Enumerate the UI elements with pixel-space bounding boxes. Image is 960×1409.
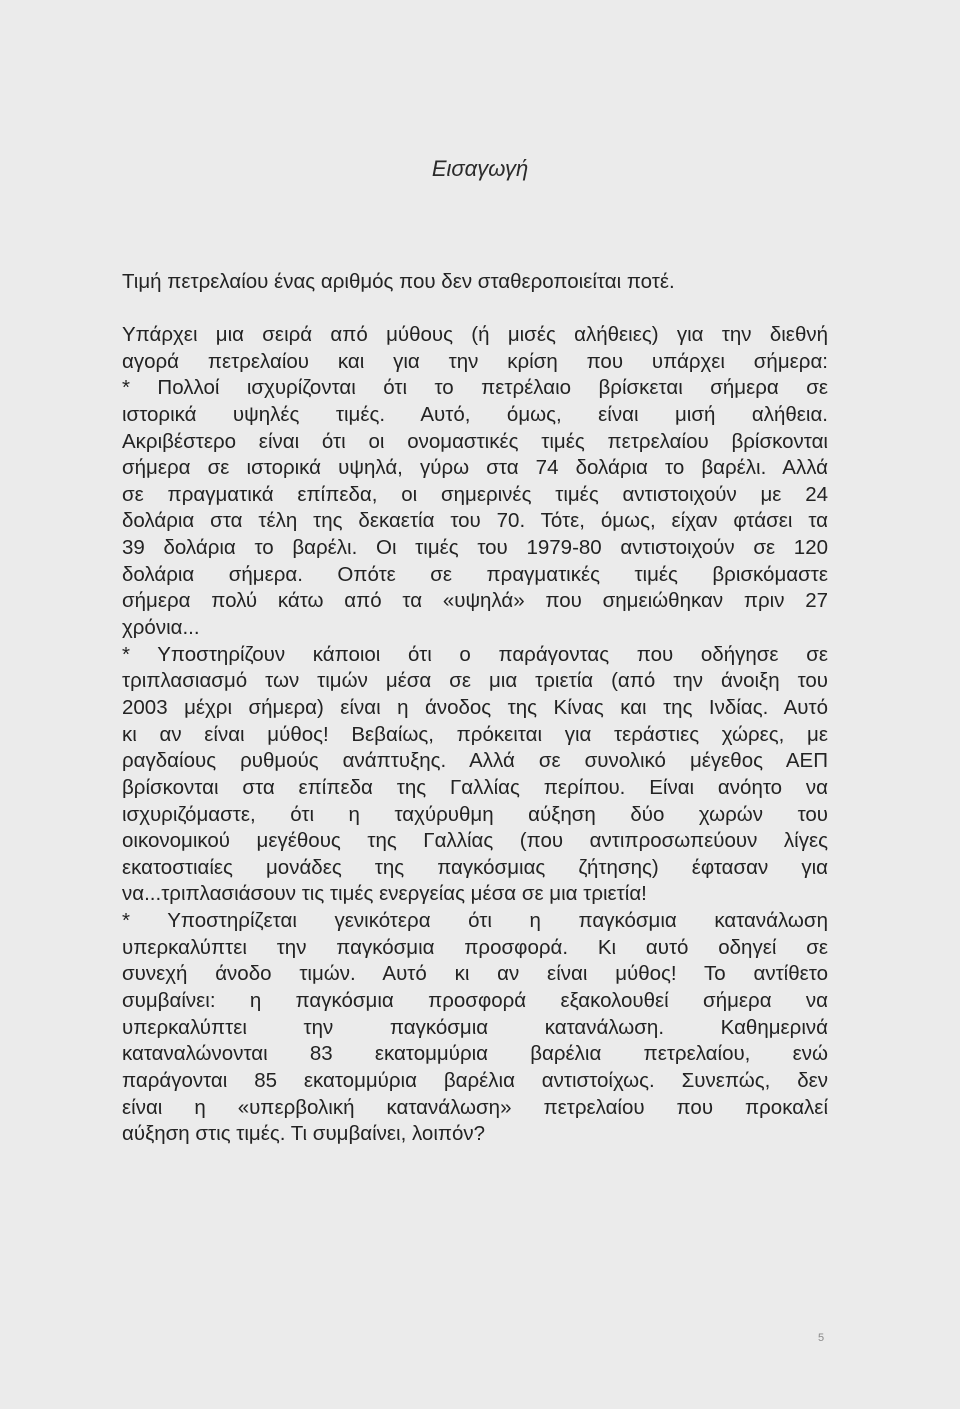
text-line: συνεχή άνοδο τιμών. Αυτό κι αν είναι μύθος! Το αντίθετο [122, 962, 828, 986]
text-line: παράγονται 85 εκατομμύρια βαρέλια αντιστοίχως. Συνεπώς, δεν [122, 1068, 828, 1092]
text-line: οικονομικού μεγέθους της Γαλλίας (που αντιπροσωπεύουν λίγες [122, 829, 828, 853]
text-line: βρίσκονται στα επίπεδα της Γαλλίας περίπου. Είναι ανόητο να [122, 775, 828, 799]
text-line: ραγδαίους ρυθμούς ανάπτυξης. Αλλά σε συνολικό μέγεθος ΑΕΠ [122, 749, 828, 773]
page-number: 5 [818, 1332, 825, 1344]
text-line: ιστορικά υψηλές τιμές. Αυτό, όμως, είναι μισή αλήθεια. [122, 402, 828, 426]
text-line: υπερκαλύπτει την παγκόσμια προσφορά. Κι αυτό οδηγεί σε [122, 935, 828, 959]
text-line: 39 δολάρια το βαρέλι. Οι τιμές του 1979-80 αντιστοιχούν σε 120 [122, 536, 828, 560]
chapter-title: Εισαγωγή [431, 156, 529, 181]
text-line: εκατοστιαίες μονάδες της παγκόσμιας ζήτησης) έφτασαν για [122, 855, 828, 879]
text-line: κι αν είναι μύθος! Βεβαίως, πρόκειται για τεράστιες χώρες, με [122, 722, 828, 746]
body-paragraph [122, 322, 828, 1148]
text-line: Ακριβέστερο είναι ότι οι ονομαστικές τιμές πετρελαίου βρίσκονται [122, 429, 828, 453]
text-line: είναι η «υπερβολική κατανάλωση» πετρελαίου που προκαλεί [122, 1095, 828, 1119]
text-line: αγορά πετρελαίου και για την κρίση που υπάρχει σήμερα: [122, 349, 828, 373]
text-line: συμβαίνει: η παγκόσμια προσφορά εξακολουθεί σήμερα να [122, 989, 828, 1013]
text-line: σήμερα σε ιστορικά υψηλά, γύρω στα 74 δολάρια το βαρέλι. Αλλά [122, 456, 828, 480]
text-line: δολάρια σήμερα. Οπότε σε πραγματικές τιμές βρισκόμαστε [122, 562, 828, 586]
text-line: * Υποστηρίζουν κάποιοι ότι ο παράγοντας που οδήγησε σε [122, 642, 828, 666]
text-line: να...τριπλασιάσουν τις τιμές ενεργείας μέσα σε μια τριετία! [122, 882, 647, 906]
text-line: χρόνια... [122, 616, 200, 640]
text-line: Υπάρχει μια σειρά από μύθους (ή μισές αλήθειες) για την διεθνή [122, 323, 828, 346]
text-line: αύξηση στις τιμές. Τι συμβαίνει, λοιπόν? [122, 1122, 486, 1146]
text-line: σε πραγματικά επίπεδα, οι σημερινές τιμές αντιστοιχούν με 24 [122, 482, 828, 506]
text-line: δολάρια στα τέλη της δεκαετία του 70. Τότε, όμως, είχαν φτάσει τα [122, 509, 828, 533]
text-line: τριπλασιασμό των τιμών μέσα σε μια τριετία (από την άνοιξη του [122, 669, 828, 693]
text-line: ισχυριζόμαστε, ότι η ταχύρυθμη αύξηση δύο χωρών του [122, 802, 828, 826]
text-line: υπερκαλύπτει την παγκόσμια κατανάλωση. Καθημερινά [122, 1015, 828, 1039]
text-line: * Πολλοί ισχυρίζονται ότι το πετρέλαιο βρίσκεται σήμερα σε [122, 376, 828, 400]
text-line: σήμερα πολύ κάτω από τα «υψηλά» που σημειώθηκαν πριν 27 [122, 589, 828, 613]
text-line: καταναλώνονται 83 εκατομμύρια βαρέλια πετρελαίου, ενώ [122, 1042, 828, 1066]
lead-sentence: Τιμή πετρελαίου ένας αριθμός που δεν σταθεροποιείται ποτέ. [122, 270, 675, 293]
text-line: 2003 μέχρι σήμερα) είναι η άνοδος της Κίνας και της Ινδίας. Αυτό [122, 695, 828, 719]
text-line: * Υποστηρίζεται γενικότερα ότι η παγκόσμια κατανάλωση [122, 909, 828, 933]
